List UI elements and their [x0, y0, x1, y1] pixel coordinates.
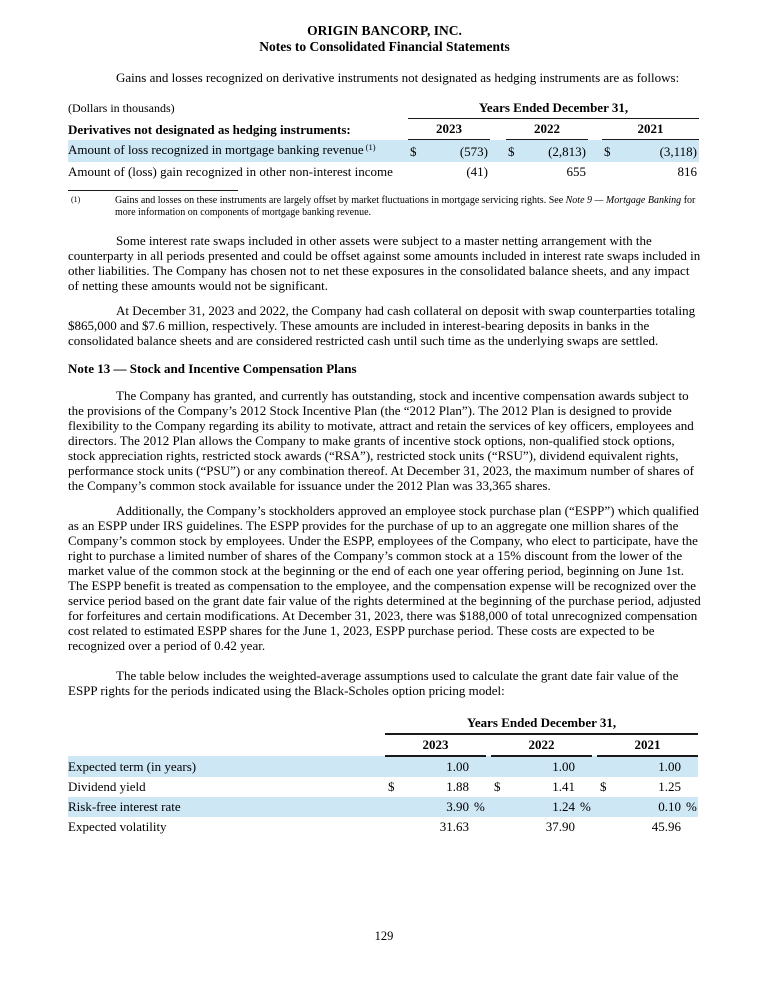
year-header-2022: 2022: [491, 734, 592, 756]
value-2022: 655: [566, 163, 586, 179]
currency-symbol: $: [506, 140, 522, 162]
currency-symbol: [491, 756, 505, 777]
table-row: [68, 162, 699, 182]
currency-symbol: $: [494, 778, 501, 794]
currency-symbol: [385, 797, 399, 817]
currency-symbol: [597, 817, 611, 837]
footnote-marker: (1): [71, 194, 81, 204]
netting-paragraph: Some interest rate swaps included in other assets were subject to a master netting arrangement with the counterparty in all periods presented and could be offset against some amounts included in interest rate swaps included in other liabilities. The Company has chosen not to net these exposures in the consolidated balance sheets, and any impact of netting these amounts would not be significant.: [68, 232, 701, 293]
table-row: [68, 817, 698, 837]
row-label-text: Amount of loss recognized in mortgage banking revenue: [68, 141, 364, 157]
value-2023: 31.63: [439, 818, 469, 834]
table-row: [68, 713, 698, 734]
currency-symbol: [506, 162, 522, 182]
collateral-paragraph: At December 31, 2023 and 2022, the Company had cash collateral on deposit with swap counterparties totaling $865,000 and $7.6 million, respectively. These amounts are included in interest-bearing deposits in banks in the consolidated balance sheets and are considered restricted cash until such time as the underlying swaps are settled.: [68, 302, 696, 348]
percent-symbol: [683, 777, 698, 797]
currency-symbol: $: [388, 778, 395, 794]
currency-symbol: [408, 162, 424, 182]
currency-symbol: [491, 817, 505, 837]
year-header-2021: 2021: [597, 734, 698, 756]
empty-cell: [68, 713, 385, 734]
percent-symbol: [471, 756, 486, 777]
period-header: Years Ended December 31,: [408, 98, 699, 119]
currency-symbol: [597, 797, 611, 817]
page-number: 129: [374, 929, 394, 943]
year-header-2023: 2023: [408, 119, 490, 140]
year-header-2023: 2023: [385, 734, 486, 756]
footnote-ref-superscript: (1): [365, 141, 376, 152]
table-row: [68, 734, 698, 756]
currency-symbol: $: [602, 140, 618, 162]
row-label: Expected volatility: [68, 818, 167, 834]
row-label: [68, 140, 408, 162]
table-row: [68, 797, 698, 817]
currency-symbol: [597, 756, 611, 777]
percent-symbol: [577, 756, 592, 777]
percent-symbol: %: [683, 797, 698, 817]
currency-symbol: [385, 756, 399, 777]
value-2022: 1.41: [552, 778, 575, 794]
page-content: [68, 23, 701, 837]
company-name: ORIGIN BANCORP, INC.: [307, 23, 462, 38]
percent-symbol: [683, 756, 698, 777]
value-2021: (3,118): [618, 140, 699, 162]
percent-symbol: [471, 817, 486, 837]
value-2022: (2,813): [522, 140, 588, 162]
table-intro-paragraph: The table below includes the weighted-average assumptions used to calculate the grant date fair value of the ESPP rights for the periods indicated using the Black-Scholes option pricing model:: [68, 667, 679, 698]
units-label: (Dollars in thousands): [68, 100, 175, 115]
value-2023: 1.88: [446, 778, 469, 794]
value-2022: 1.24: [505, 797, 577, 817]
table-row: [68, 119, 699, 140]
derivatives-table: [68, 98, 699, 182]
plan2012-paragraph: The Company has granted, and currently has outstanding, stock and incentive compensation awards subject to the provisions of the Company’s 2012 Stock Incentive Plan (the “2012 Plan”). The 2012 Plan is designed to provide flexibility to the Company regarding its ability to motivate, attract and retain the services of key officers, employees and directors. The 2012 Plan allows the Company to make grants of incentive stock options, non-qualified stock options, stock appreciation rights, restricted stock awards (“RSA”), restricted stock units (“RSU”), dividend equivalent rights, performance stock units (“PSU”) or any combination thereof. At December 31, 2023, the maximum number of shares of the Company’s common stock available for issuance under the 2012 Plan was 33,365 shares.: [68, 387, 694, 493]
percent-symbol: %: [471, 797, 486, 817]
assumptions-table: [68, 713, 698, 837]
column-spacer: [490, 140, 506, 162]
value-2023: (573): [424, 140, 490, 162]
table-row: [68, 140, 699, 162]
value-2023: 3.90: [399, 797, 471, 817]
row-label: Dividend yield: [68, 778, 146, 794]
column-spacer: [490, 119, 506, 140]
column-spacer: [588, 119, 602, 140]
row-label: Expected term (in years): [68, 756, 385, 777]
row-group-header: Derivatives not designated as hedging instruments:: [68, 121, 351, 137]
note13-heading: Note 13 — Stock and Incentive Compensation Plans: [68, 360, 357, 376]
value-2023: 1.00: [399, 756, 471, 777]
percent-symbol: [471, 777, 486, 797]
currency-symbol: [491, 797, 505, 817]
currency-symbol: $: [600, 778, 607, 794]
value-2023: (41): [466, 163, 488, 179]
value-2021: 1.00: [611, 756, 683, 777]
footnote-divider: [68, 190, 238, 191]
intro-paragraph: Gains and losses recognized on derivative instruments not designated as hedging instruments are as follows:: [116, 70, 680, 85]
currency-symbol: [602, 162, 618, 182]
table-row: [68, 756, 698, 777]
table-row: [68, 777, 698, 797]
table-row: [68, 98, 699, 119]
value-2021: 45.96: [651, 818, 681, 834]
column-spacer: [588, 140, 602, 162]
value-2021: 0.10: [611, 797, 683, 817]
footnote-text-before: Gains and losses on these instruments are largely offset by market fluctuations in mortgage servicing rights. See: [115, 194, 566, 206]
period-header: Years Ended December 31,: [385, 713, 698, 734]
footnote-text: [68, 195, 701, 220]
footnote-block: [68, 190, 701, 220]
percent-symbol: [577, 777, 592, 797]
value-2021: 1.25: [658, 778, 681, 794]
footnote-note9-reference: Note 9 — Mortgage Banking: [565, 194, 682, 206]
value-2021: 816: [677, 163, 697, 179]
currency-symbol: $: [408, 140, 424, 162]
year-header-2021: 2021: [602, 119, 699, 140]
currency-symbol: [385, 817, 399, 837]
percent-symbol: [577, 817, 592, 837]
document-subtitle: Notes to Consolidated Financial Statements: [259, 38, 510, 54]
column-spacer: [490, 162, 506, 182]
value-2022: 37.90: [545, 818, 575, 834]
footnote-text-after: for more information on components of mortgage banking revenue.: [115, 194, 696, 218]
column-spacer: [588, 162, 602, 182]
percent-symbol: [683, 817, 698, 837]
row-label: Risk-free interest rate: [68, 797, 385, 817]
percent-symbol: %: [577, 797, 592, 817]
espp-paragraph: Additionally, the Company’s stockholders approved an employee stock purchase plan (“ESPP”) which qualified as an ESPP under IRS guidelines. The ESPP provides for the purchase of up to an aggregate one million shares of the Company’s common stock by employees. Under the ESPP, employees of the Company, who elect to participate, have the right to purchase a limited number of shares of the Company’s common stock at a 15% discount from the lower of the market value of the common stock at the beginning or the end of each one year offering period, beginning on June 1st. The ESPP benefit is treated as compensation to the employee, and the compensation expense will be recognized over the service period based on the grant date fair value of the rights determined at the beginning of the purchase period, adjusted for forfeitures and certain modifications. At December 31, 2023, there was $188,000 of total unrecognized compensation cost related to estimated ESPP shares for the June 1, 2023, ESPP purchase period. These costs are expected to be recognized over a period of 0.42 year.: [68, 502, 701, 653]
year-header-2022: 2022: [506, 119, 588, 140]
empty-cell: [68, 734, 385, 756]
row-label: Amount of (loss) gain recognized in other non-interest income: [68, 163, 393, 179]
value-2022: 1.00: [505, 756, 577, 777]
